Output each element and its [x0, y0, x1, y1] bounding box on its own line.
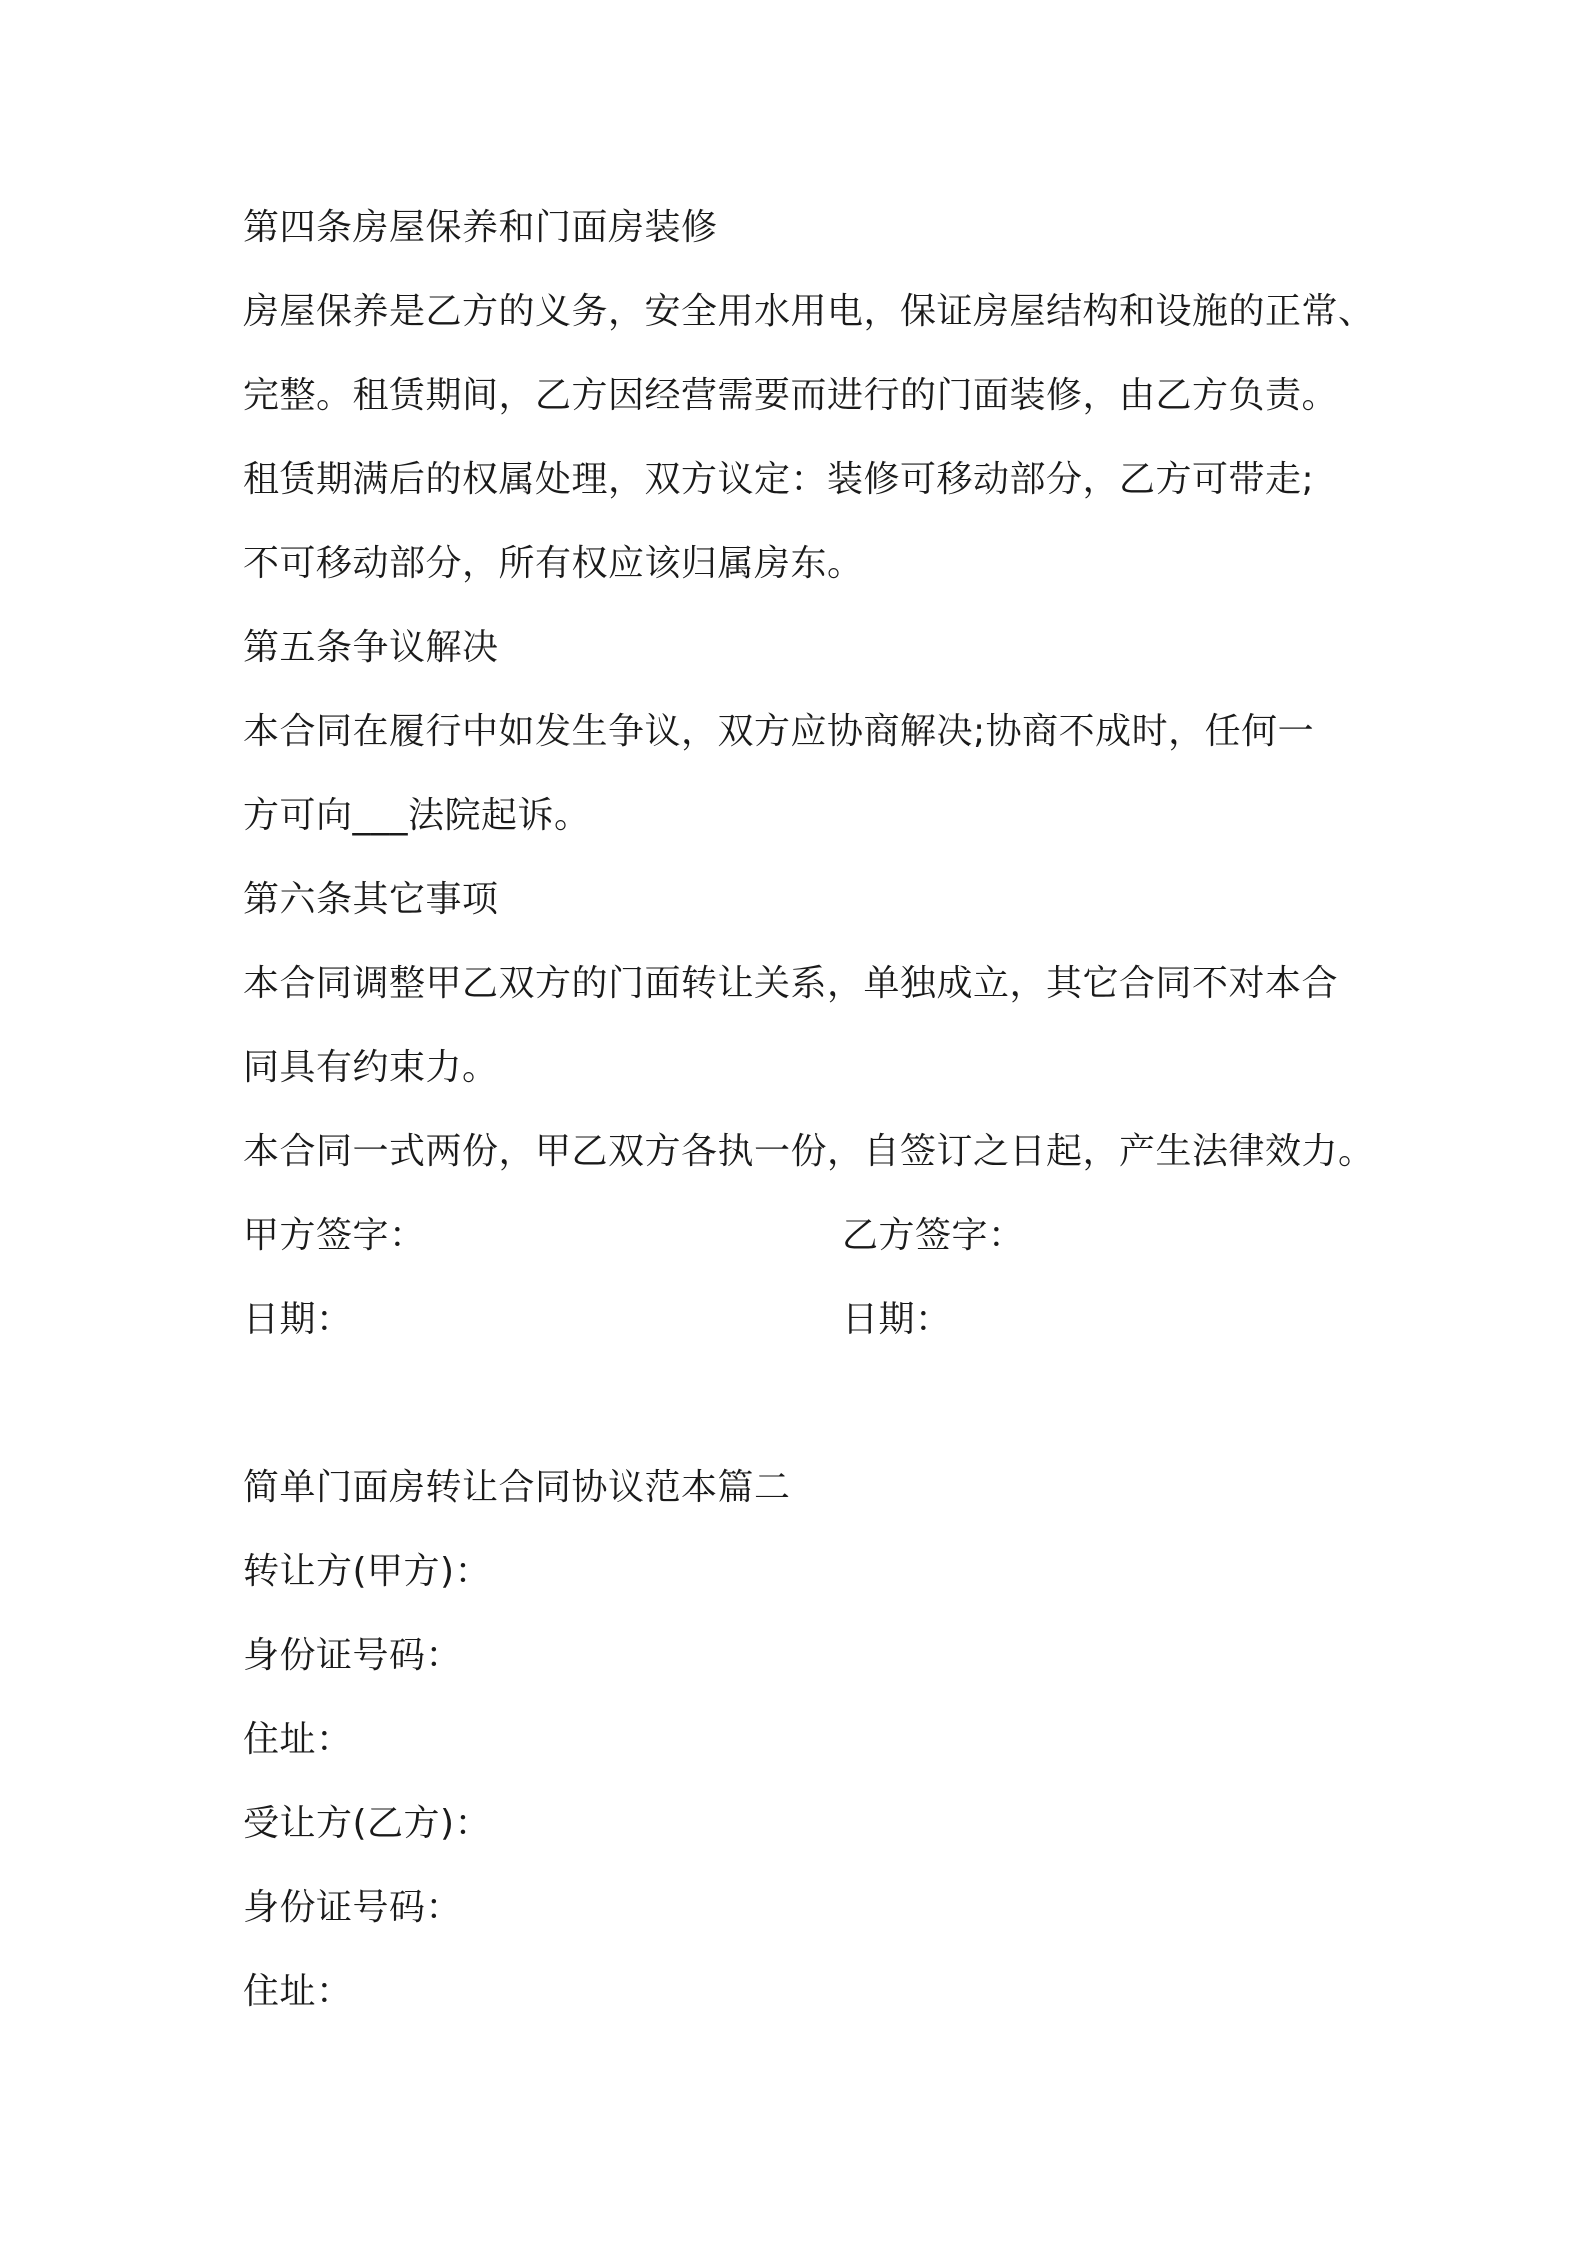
paragraph-line: 不可移动部分，所有权应该归属房东。	[243, 543, 864, 584]
paragraph-line: 方可向___法院起诉。	[243, 795, 591, 836]
id-number-field-label: 身份证号码：	[243, 1887, 463, 1928]
paragraph-line: 本合同在履行中如发生争议，双方应协商解决;协商不成时，任何一	[243, 711, 1315, 752]
transferor-field-label: 转让方(甲方)：	[243, 1551, 492, 1592]
paragraph-line: 租赁期满后的权属处理，双方议定：装修可移动部分，乙方可带走;	[243, 459, 1315, 500]
paragraph-line: 本合同一式两份，甲乙双方各执一份，自签订之日起，产生法律效力。	[243, 1131, 1375, 1172]
party-b-date-label: 日期：	[842, 1299, 952, 1340]
party-b-signature-label: 乙方签字：	[842, 1215, 1025, 1256]
section-2-title: 简单门面房转让合同协议范本篇二	[243, 1467, 791, 1508]
article-4-heading: 第四条房屋保养和门面房装修	[243, 207, 718, 248]
address-field-label: 住址：	[243, 1719, 353, 1760]
party-a-date-label: 日期：	[243, 1299, 353, 1340]
transferee-field-label: 受让方(乙方)：	[243, 1803, 492, 1844]
paragraph-line: 本合同调整甲乙双方的门面转让关系，单独成立，其它合同不对本合	[243, 963, 1339, 1004]
party-a-signature-label: 甲方签字：	[243, 1215, 426, 1256]
paragraph-line: 房屋保养是乙方的义务，安全用水用电，保证房屋结构和设施的正常、	[243, 291, 1375, 332]
paragraph-line: 同具有约束力。	[243, 1047, 499, 1088]
paragraph-line: 完整。租赁期间，乙方因经营需要而进行的门面装修，由乙方负责。	[243, 375, 1339, 416]
id-number-field-label: 身份证号码：	[243, 1635, 463, 1676]
address-field-label: 住址：	[243, 1971, 353, 2012]
article-5-heading: 第五条争议解决	[243, 627, 499, 668]
article-6-heading: 第六条其它事项	[243, 879, 499, 920]
